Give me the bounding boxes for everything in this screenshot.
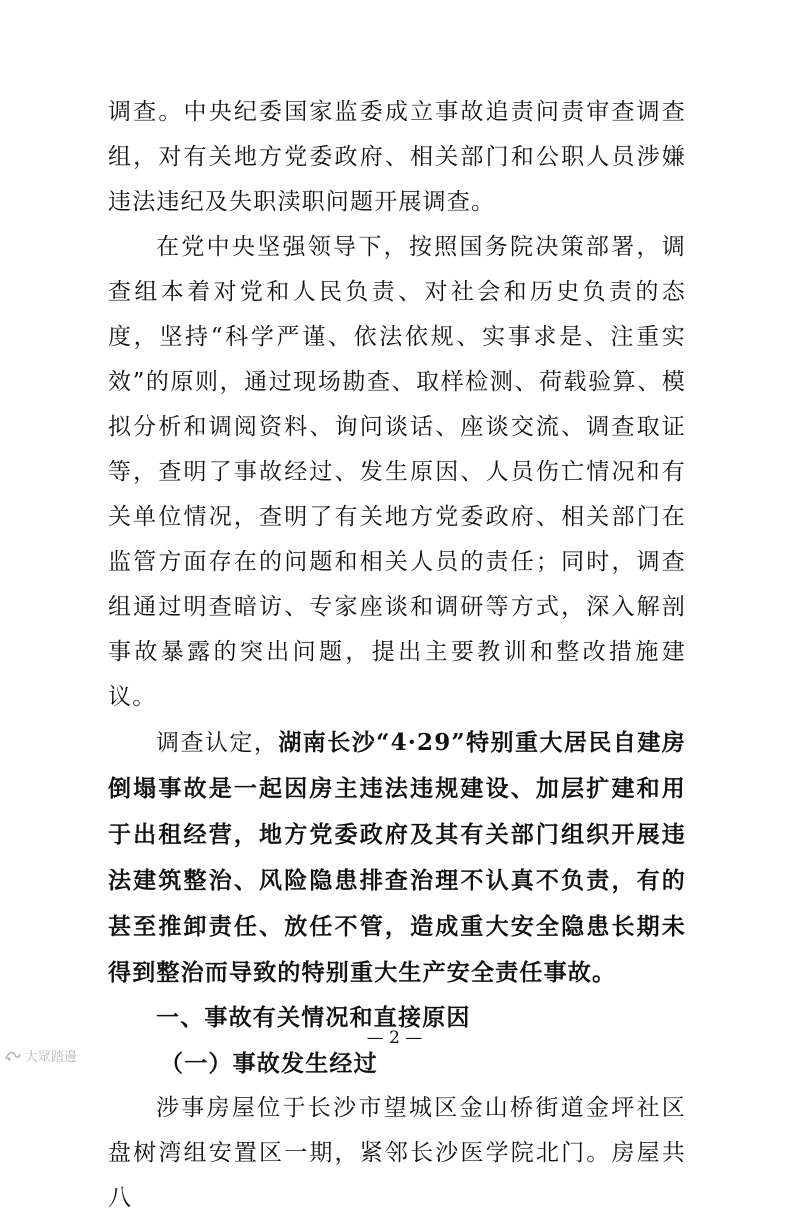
conclusion-bold-text: 湖南长沙“4·29”特别重大居民自建房倒塌事故是一起因房主违法违规建设、加层扩建和用于出租经营，地方党委政府及其有关部门组织开展违法建筑整治、风险隐患排查治理不认真不负责，有的甚至推卸责任、放任不管，造成重大安全隐患长期未得到整治而导致的特别重大生产安全责任事故。 xyxy=(108,729,686,986)
watermark-text: 大眾踏邊 xyxy=(25,1050,78,1065)
subsection-heading: （一）事故发生经过 xyxy=(160,1050,378,1077)
watermark xyxy=(4,1046,77,1065)
paragraph-investigation-intro: 调查。中央纪委国家监委成立事故追责问责审查调查组，对有关地方党委政府、相关部门和公职人员涉嫌违法违纪及失职渎职问题开展调查。 xyxy=(108,99,686,215)
section-heading: 一、事故有关情况和直接原因 xyxy=(156,1005,471,1031)
conclusion-lead: 调查认定， xyxy=(156,730,279,756)
logo-icon xyxy=(4,1049,22,1063)
paragraph-conclusion xyxy=(108,720,686,996)
paragraph-building-location: 涉事房屋位于长沙市望城区金山桥街道金坪社区盘树湾组安置区一期，紧邻长沙医学院北门。房屋共八 xyxy=(108,1095,686,1211)
document-body xyxy=(108,90,686,1221)
page-number: — 2 — xyxy=(366,1028,423,1048)
paragraph-investigation-process: 在党中央坚强领导下，按照国务院决策部署，调查组本着对党和人民负责、对社会和历史负责的态度，坚持“科学严谨、依法依规、实事求是、注重实效”的原则，通过现场勘查、取样检测、荷载验算、模拟分析和调阅资料、询问谈话、座谈交流、调查取证等，查明了事故经过、发生原因、人员伤亡情况和有关单位情况，查明了有关地方党委政府、相关部门在监管方面存在的问题和相关人员的责任；同时，调查组通过明查暗访、专家座谈和调研等方式，深入解剖事故暴露的突出问题，提出主要教训和整改措施建议。 xyxy=(108,234,686,710)
